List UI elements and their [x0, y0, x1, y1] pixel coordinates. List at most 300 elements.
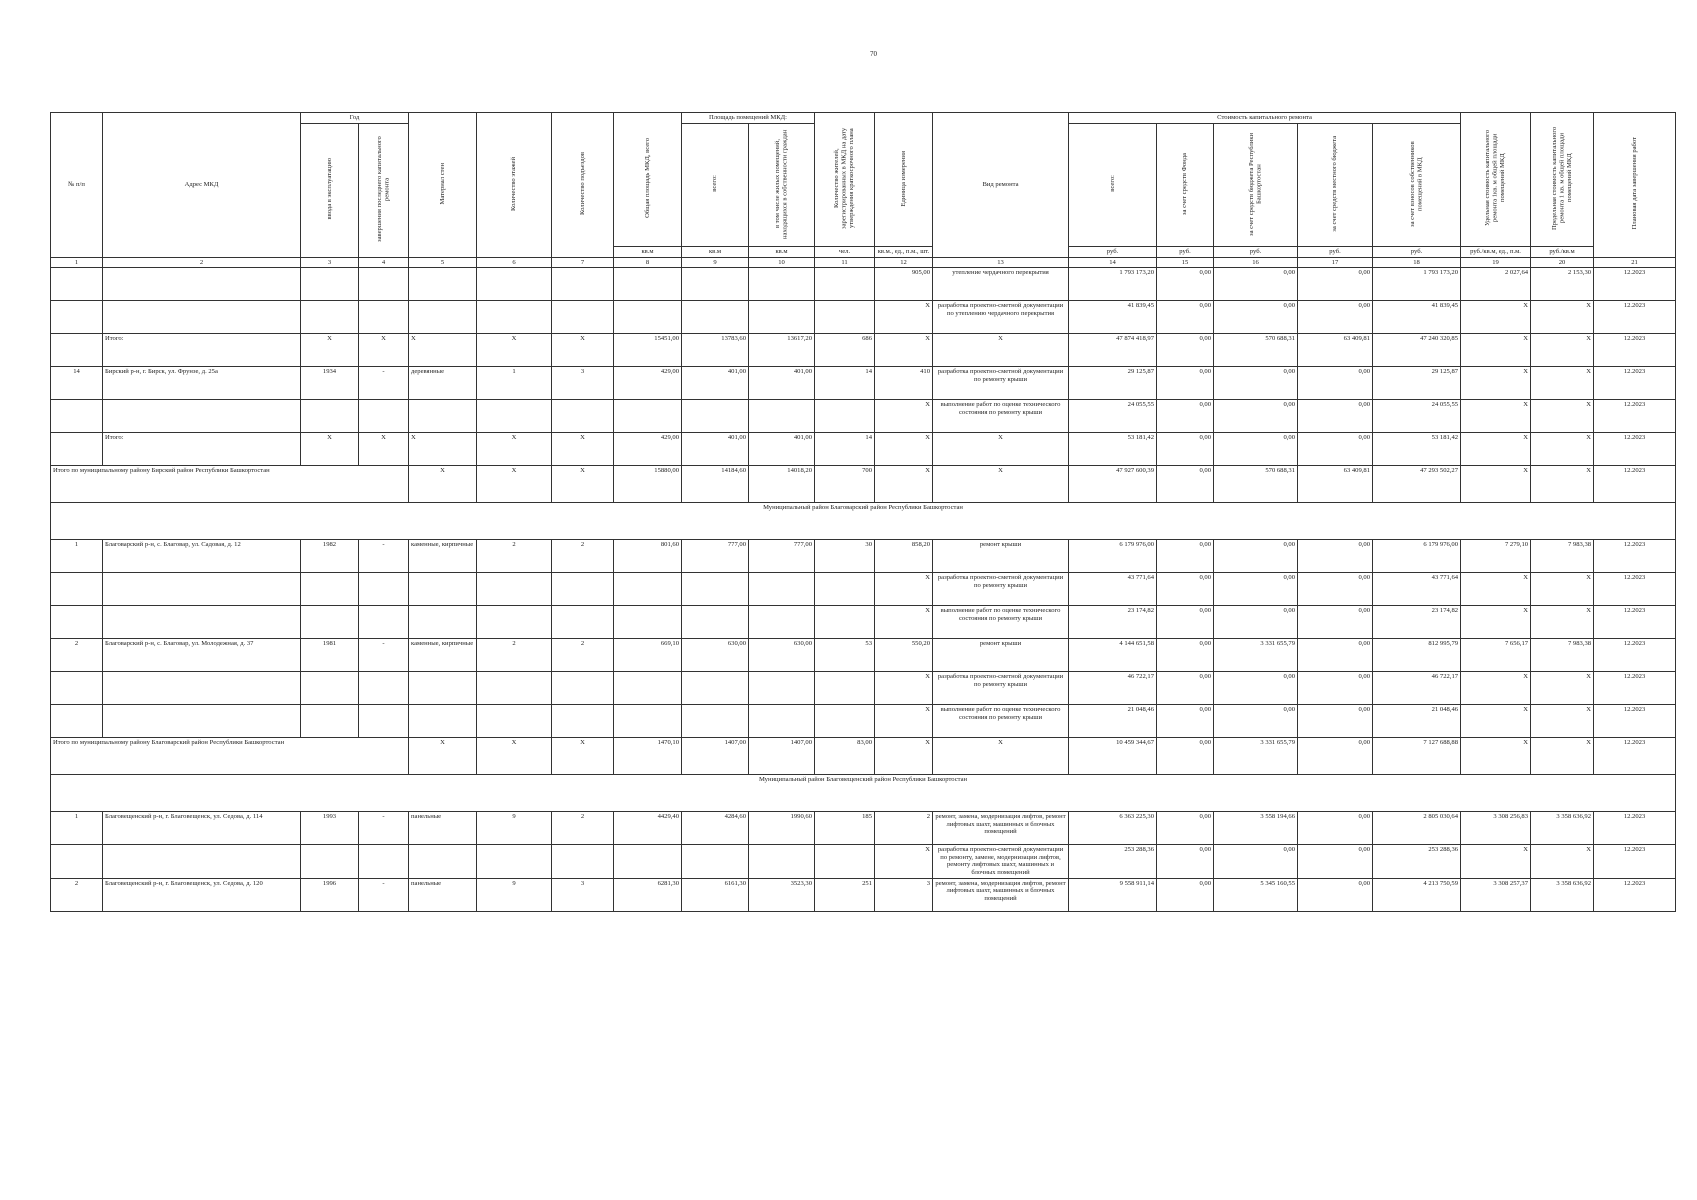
table-cell: 550,20 — [875, 639, 933, 672]
table-cell — [552, 573, 614, 606]
table-cell — [103, 268, 301, 301]
table-cell: 12.2023 — [1594, 301, 1676, 334]
unit-9: кв.м — [682, 247, 749, 258]
table-cell: Благовещенский р-н, г. Благовещенск, ул. Седова, д. 114 — [103, 812, 301, 845]
table-cell: 0,00 — [1157, 878, 1214, 911]
table-cell: 0,00 — [1157, 573, 1214, 606]
table-cell: 47 240 320,85 — [1373, 334, 1461, 367]
table-cell: 2 — [552, 639, 614, 672]
column-number: 10 — [749, 257, 815, 268]
section-title: Муниципальный район Благовещенский район Республики Башкортостан — [51, 775, 1676, 812]
table-cell: X — [1461, 705, 1531, 738]
table-cell: 0,00 — [1214, 672, 1298, 705]
table-cell: X — [1531, 367, 1594, 400]
table-cell — [51, 573, 103, 606]
column-number: 1 — [51, 257, 103, 268]
table-cell: каменные, кирпичные — [409, 639, 477, 672]
table-cell — [103, 705, 301, 738]
table-cell: 253 288,36 — [1069, 845, 1157, 878]
table-row — [51, 540, 1676, 573]
table-cell: 6161,30 — [682, 878, 749, 911]
table-cell: X — [359, 433, 409, 466]
table-cell: 0,00 — [1298, 540, 1373, 573]
table-cell: 251 — [815, 878, 875, 911]
table-cell — [682, 400, 749, 433]
table-cell: 47 874 418,97 — [1069, 334, 1157, 367]
table-cell — [614, 268, 682, 301]
table-cell: 7 983,38 — [1531, 540, 1594, 573]
table-cell: 0,00 — [1214, 400, 1298, 433]
table-cell — [815, 845, 875, 878]
table-cell: 12.2023 — [1594, 268, 1676, 301]
table-cell: 23 174,82 — [1069, 606, 1157, 639]
table-cell: X — [1461, 573, 1531, 606]
table-cell: 12.2023 — [1594, 738, 1676, 775]
table-cell: 23 174,82 — [1373, 606, 1461, 639]
table-cell: X — [1531, 301, 1594, 334]
table-cell: 0,00 — [1214, 367, 1298, 400]
table-cell: 46 722,17 — [1069, 672, 1157, 705]
table-row — [51, 400, 1676, 433]
table-cell: 24 055,55 — [1373, 400, 1461, 433]
table-cell: 30 — [815, 540, 875, 573]
table-cell: X — [1461, 367, 1531, 400]
table-cell: 29 125,87 — [1069, 367, 1157, 400]
table-cell: 53 181,42 — [1069, 433, 1157, 466]
table-row — [51, 812, 1676, 845]
table-cell: 1 — [477, 367, 552, 400]
table-cell: 1934 — [301, 367, 359, 400]
table-cell: - — [359, 639, 409, 672]
unit-18: руб. — [1373, 247, 1461, 258]
table-cell — [552, 705, 614, 738]
table-cell: 41 839,45 — [1069, 301, 1157, 334]
table-cell: 6 363 225,30 — [1069, 812, 1157, 845]
table-cell: X — [477, 334, 552, 367]
table-cell: X — [1461, 334, 1531, 367]
table-cell: 9 — [477, 812, 552, 845]
table-cell: 2 — [552, 812, 614, 845]
column-number: 17 — [1298, 257, 1373, 268]
table-cell — [409, 301, 477, 334]
table-cell: X — [875, 466, 933, 503]
table-cell — [749, 705, 815, 738]
table-cell: 5 345 160,55 — [1214, 878, 1298, 911]
table-cell: 47 293 502,27 — [1373, 466, 1461, 503]
table-cell — [51, 845, 103, 878]
table-cell: X — [875, 845, 933, 878]
table-cell — [815, 268, 875, 301]
table-cell: разработка проектно-сметной документации по утеплению чердачного перекрытия — [933, 301, 1069, 334]
table-cell — [614, 672, 682, 705]
table-cell — [815, 672, 875, 705]
table-cell: 12.2023 — [1594, 845, 1676, 878]
table-cell: выполнение работ по оценке технического состояния по ремонту крыши — [933, 400, 1069, 433]
hdr-deadline: Плановая дата завершения работ — [1594, 113, 1676, 258]
table-row — [51, 705, 1676, 738]
table-cell: 0,00 — [1157, 845, 1214, 878]
table-cell — [749, 672, 815, 705]
table-cell: 2 — [51, 639, 103, 672]
table-cell: X — [477, 466, 552, 503]
table-cell: 29 125,87 — [1373, 367, 1461, 400]
table-cell: 401,00 — [682, 367, 749, 400]
table-cell: 0,00 — [1298, 367, 1373, 400]
table-cell: 7 279,10 — [1461, 540, 1531, 573]
table-cell: X — [875, 400, 933, 433]
table-cell: 777,00 — [682, 540, 749, 573]
table-cell: 1993 — [301, 812, 359, 845]
table-cell: 3 — [875, 878, 933, 911]
column-number: 11 — [815, 257, 875, 268]
table-cell — [301, 301, 359, 334]
table-cell: 686 — [815, 334, 875, 367]
table-cell — [51, 301, 103, 334]
table-cell: X — [301, 433, 359, 466]
table-cell: X — [1461, 606, 1531, 639]
hdr-total-area: Общая площадь МКД, всего — [614, 113, 682, 247]
table-cell — [815, 400, 875, 433]
table-cell: X — [1531, 845, 1594, 878]
table-cell: X — [1461, 466, 1531, 503]
table-cell — [614, 845, 682, 878]
column-number-row — [51, 257, 1676, 268]
table-cell: 401,00 — [749, 433, 815, 466]
table-cell: 43 771,64 — [1373, 573, 1461, 606]
table-cell — [614, 400, 682, 433]
hdr-premises-paying: в том числе жилых помещений, находящихся в собственности граждан — [749, 123, 815, 247]
table-cell: 570 688,31 — [1214, 334, 1298, 367]
table-cell — [682, 301, 749, 334]
table-cell: 4 144 651,58 — [1069, 639, 1157, 672]
table-cell: ремонт, замена, модернизация лифтов, ремонт лифтовых шахт, машинных и блочных помещений — [933, 812, 1069, 845]
table-cell: - — [359, 878, 409, 911]
table-cell: 0,00 — [1298, 433, 1373, 466]
table-cell: 3 — [552, 367, 614, 400]
table-cell: 0,00 — [1157, 433, 1214, 466]
table-cell — [815, 301, 875, 334]
table-cell: X — [477, 433, 552, 466]
table-cell: - — [359, 812, 409, 845]
table-cell: X — [552, 738, 614, 775]
unit-19: руб./кв.м, ед., п.м. — [1461, 247, 1531, 258]
unit-17: руб. — [1298, 247, 1373, 258]
table-cell: 185 — [815, 812, 875, 845]
table-cell — [103, 400, 301, 433]
table-cell: панельные — [409, 878, 477, 911]
table-cell: 15451,00 — [614, 334, 682, 367]
column-number: 8 — [614, 257, 682, 268]
hdr-cost-group: Стоимость капитального ремонта — [1069, 113, 1461, 124]
table-cell — [409, 268, 477, 301]
table-cell: 0,00 — [1214, 606, 1298, 639]
table-cell: 0,00 — [1214, 301, 1298, 334]
table-cell — [552, 301, 614, 334]
table-row — [51, 672, 1676, 705]
table-cell: - — [359, 367, 409, 400]
table-cell: 14018,20 — [749, 466, 815, 503]
table-cell — [682, 268, 749, 301]
table-cell: X — [933, 334, 1069, 367]
table-cell: 1982 — [301, 540, 359, 573]
table-cell: X — [552, 433, 614, 466]
table-cell: - — [359, 540, 409, 573]
table-cell: деревянные — [409, 367, 477, 400]
table-cell: 0,00 — [1157, 367, 1214, 400]
table-cell: 812 995,79 — [1373, 639, 1461, 672]
hdr-premises-total: всего: — [682, 123, 749, 247]
district-total-row — [51, 466, 1676, 503]
table-cell: 53 — [815, 639, 875, 672]
table-cell — [51, 400, 103, 433]
table-cell — [552, 400, 614, 433]
table-cell: X — [1531, 334, 1594, 367]
table-cell: 2 — [477, 540, 552, 573]
table-cell: 12.2023 — [1594, 367, 1676, 400]
table-cell: 2 153,30 — [1531, 268, 1594, 301]
table-cell: 0,00 — [1214, 705, 1298, 738]
table-cell — [301, 705, 359, 738]
unit-16: руб. — [1214, 247, 1298, 258]
table-cell: 0,00 — [1298, 812, 1373, 845]
table-body — [51, 268, 1676, 911]
table-cell: ремонт, замена, модернизация лифтов, ремонт лифтовых шахт, машинных и блочных помещений — [933, 878, 1069, 911]
hdr-residents: Количество жителей, зарегистрированных в МКД на дату утверждения краткосрочного плана — [815, 113, 875, 247]
table-cell: 12.2023 — [1594, 606, 1676, 639]
table-cell: 12.2023 — [1594, 540, 1676, 573]
table-cell: X — [1531, 466, 1594, 503]
table-cell: 0,00 — [1157, 606, 1214, 639]
column-number: 4 — [359, 257, 409, 268]
capital-repair-table — [50, 112, 1676, 912]
table-cell: 14 — [51, 367, 103, 400]
hdr-wall-material: Материал стен — [409, 113, 477, 258]
table-cell: 12.2023 — [1594, 639, 1676, 672]
unit-15: руб. — [1157, 247, 1214, 258]
table-cell: разработка проектно-сметной документации по ремонту крыши — [933, 573, 1069, 606]
table-cell: X — [933, 466, 1069, 503]
table-cell: 0,00 — [1298, 639, 1373, 672]
hdr-cost-local: за счет средств местного бюджета — [1298, 123, 1373, 247]
table-cell: 1981 — [301, 639, 359, 672]
table-cell — [51, 433, 103, 466]
table-cell: 1 — [51, 540, 103, 573]
column-number: 18 — [1373, 257, 1461, 268]
table-cell — [301, 400, 359, 433]
table-cell: X — [933, 738, 1069, 775]
table-cell — [682, 606, 749, 639]
table-cell: X — [552, 334, 614, 367]
table-cell — [409, 672, 477, 705]
hdr-unit-cost: Удельная стоимость капитального ремонта 1кв. м общей площади помещений МКД — [1461, 113, 1531, 247]
table-cell: X — [875, 672, 933, 705]
table-cell: 21 048,46 — [1069, 705, 1157, 738]
hdr-unit: Единица измерения — [875, 113, 933, 247]
table-cell: 3 358 636,92 — [1531, 878, 1594, 911]
table-cell — [614, 606, 682, 639]
table-cell — [103, 845, 301, 878]
table-cell: X — [1461, 301, 1531, 334]
table-cell: X — [875, 738, 933, 775]
unit-11: чел. — [815, 247, 875, 258]
table-cell: 0,00 — [1214, 540, 1298, 573]
table-cell: 0,00 — [1157, 672, 1214, 705]
table-cell: X — [409, 433, 477, 466]
table-cell: X — [1461, 672, 1531, 705]
table-cell: 858,20 — [875, 540, 933, 573]
table-cell: 0,00 — [1298, 268, 1373, 301]
table-cell: 53 181,42 — [1373, 433, 1461, 466]
table-cell: 570 688,31 — [1214, 466, 1298, 503]
table-cell: 1407,00 — [749, 738, 815, 775]
table-cell — [682, 672, 749, 705]
table-cell: 0,00 — [1298, 705, 1373, 738]
column-number: 3 — [301, 257, 359, 268]
table-cell: 410 — [875, 367, 933, 400]
table-cell: 2 — [51, 878, 103, 911]
table-cell: 0,00 — [1157, 301, 1214, 334]
table-cell — [815, 705, 875, 738]
table-cell: 3 358 636,92 — [1531, 812, 1594, 845]
table-cell: 2 — [875, 812, 933, 845]
column-number: 16 — [1214, 257, 1298, 268]
table-cell — [103, 301, 301, 334]
table-cell: 3 331 655,79 — [1214, 738, 1298, 775]
hdr-year-commission: ввода в эксплуатацию — [301, 123, 359, 257]
table-cell: 0,00 — [1157, 268, 1214, 301]
table-cell: 10 459 344,67 — [1069, 738, 1157, 775]
unit-10: кв.м — [749, 247, 815, 258]
hdr-work-type: Вид ремонта — [933, 113, 1069, 258]
section-row — [51, 775, 1676, 812]
column-number: 13 — [933, 257, 1069, 268]
table-row — [51, 433, 1676, 466]
table-row — [51, 606, 1676, 639]
column-number: 21 — [1594, 257, 1676, 268]
table-cell: 700 — [815, 466, 875, 503]
table-cell: Итого: — [103, 433, 301, 466]
table-cell: 9 558 911,14 — [1069, 878, 1157, 911]
table-cell — [359, 705, 409, 738]
table-cell — [359, 672, 409, 705]
table-cell — [682, 845, 749, 878]
table-cell — [359, 268, 409, 301]
table-cell — [614, 705, 682, 738]
table-cell: X — [875, 433, 933, 466]
column-number: 6 — [477, 257, 552, 268]
table-cell: 777,00 — [749, 540, 815, 573]
table-cell: 9 — [477, 878, 552, 911]
table-cell: 24 055,55 — [1069, 400, 1157, 433]
hdr-floors: Количество этажей — [477, 113, 552, 258]
hdr-num: № п/п — [51, 113, 103, 258]
column-number: 14 — [1069, 257, 1157, 268]
table-cell: ремонт крыши — [933, 540, 1069, 573]
table-cell — [51, 606, 103, 639]
table-cell: Благоварский р-н, с. Благовар, ул. Садовая, д. 12 — [103, 540, 301, 573]
table-cell: 21 048,46 — [1373, 705, 1461, 738]
table-row — [51, 639, 1676, 672]
table-cell — [552, 606, 614, 639]
unit-12: кв.м., ед., п.м., шт. — [875, 247, 933, 258]
table-cell: Благовещенский р-н, г. Благовещенск, ул. Седова, д. 120 — [103, 878, 301, 911]
table-cell: 6 179 976,00 — [1373, 540, 1461, 573]
column-number: 15 — [1157, 257, 1214, 268]
table-cell: 14 — [815, 433, 875, 466]
table-cell: X — [1461, 738, 1531, 775]
table-cell: X — [409, 334, 477, 367]
table-cell — [682, 573, 749, 606]
table-cell: 2 027,64 — [1461, 268, 1531, 301]
table-cell: ремонт крыши — [933, 639, 1069, 672]
table-cell: 7 656,17 — [1461, 639, 1531, 672]
page-number: 70 — [870, 50, 877, 58]
table-cell: 6281,30 — [614, 878, 682, 911]
table-cell: 7 983,38 — [1531, 639, 1594, 672]
table-cell: 63 409,81 — [1298, 334, 1373, 367]
table-cell: 0,00 — [1298, 573, 1373, 606]
hdr-cost-owners: за счет взносов собственников помещений в МКД — [1373, 123, 1461, 247]
table-cell: X — [1461, 433, 1531, 466]
hdr-premises-group: Площадь помещений МКД: — [682, 113, 815, 124]
table-row — [51, 367, 1676, 400]
table-cell — [815, 573, 875, 606]
table-cell: X — [409, 738, 477, 775]
table-cell: 47 927 600,39 — [1069, 466, 1157, 503]
table-cell: разработка проектно-сметной документации по ремонту, замене, модернизации лифтов, ремонту лифтовых шахт, машинных и блочных помещений — [933, 845, 1069, 878]
table-cell: X — [1461, 400, 1531, 433]
hdr-year-last-repair: завершения последнего капитального ремонта — [359, 123, 409, 257]
table-cell — [51, 334, 103, 367]
table-cell: 12.2023 — [1594, 334, 1676, 367]
unit-20: руб./кв.м — [1531, 247, 1594, 258]
table-cell: X — [875, 301, 933, 334]
column-number: 19 — [1461, 257, 1531, 268]
table-cell — [51, 705, 103, 738]
hdr-entrances: Количество подъездов — [552, 113, 614, 258]
table-cell: выполнение работ по оценке технического состояния по ремонту крыши — [933, 606, 1069, 639]
table-cell — [477, 268, 552, 301]
table-cell: 429,00 — [614, 433, 682, 466]
table-cell: 41 839,45 — [1373, 301, 1461, 334]
table-cell: 0,00 — [1298, 878, 1373, 911]
table-cell: 3 — [552, 878, 614, 911]
table-cell: X — [933, 433, 1069, 466]
table-cell: 2 — [552, 540, 614, 573]
table-cell: 12.2023 — [1594, 400, 1676, 433]
table-cell — [552, 845, 614, 878]
table-cell — [749, 268, 815, 301]
table-cell: 83,00 — [815, 738, 875, 775]
table-cell: 0,00 — [1298, 672, 1373, 705]
table-cell: X — [1531, 606, 1594, 639]
table-row — [51, 334, 1676, 367]
table-cell — [749, 606, 815, 639]
table-cell: разработка проектно-сметной документации по ремонту крыши — [933, 672, 1069, 705]
table-cell — [815, 606, 875, 639]
table-cell: 630,00 — [749, 639, 815, 672]
table-cell: каменные, кирпичные — [409, 540, 477, 573]
table-cell: 12.2023 — [1594, 466, 1676, 503]
table-cell: 0,00 — [1157, 540, 1214, 573]
column-number: 7 — [552, 257, 614, 268]
table-cell: 1996 — [301, 878, 359, 911]
table-cell: 0,00 — [1298, 606, 1373, 639]
table-cell: Бирский р-н, г. Бирск, ул. Фрунзе, д. 25а — [103, 367, 301, 400]
table-cell: X — [301, 334, 359, 367]
table-cell: X — [552, 466, 614, 503]
section-row — [51, 503, 1676, 540]
